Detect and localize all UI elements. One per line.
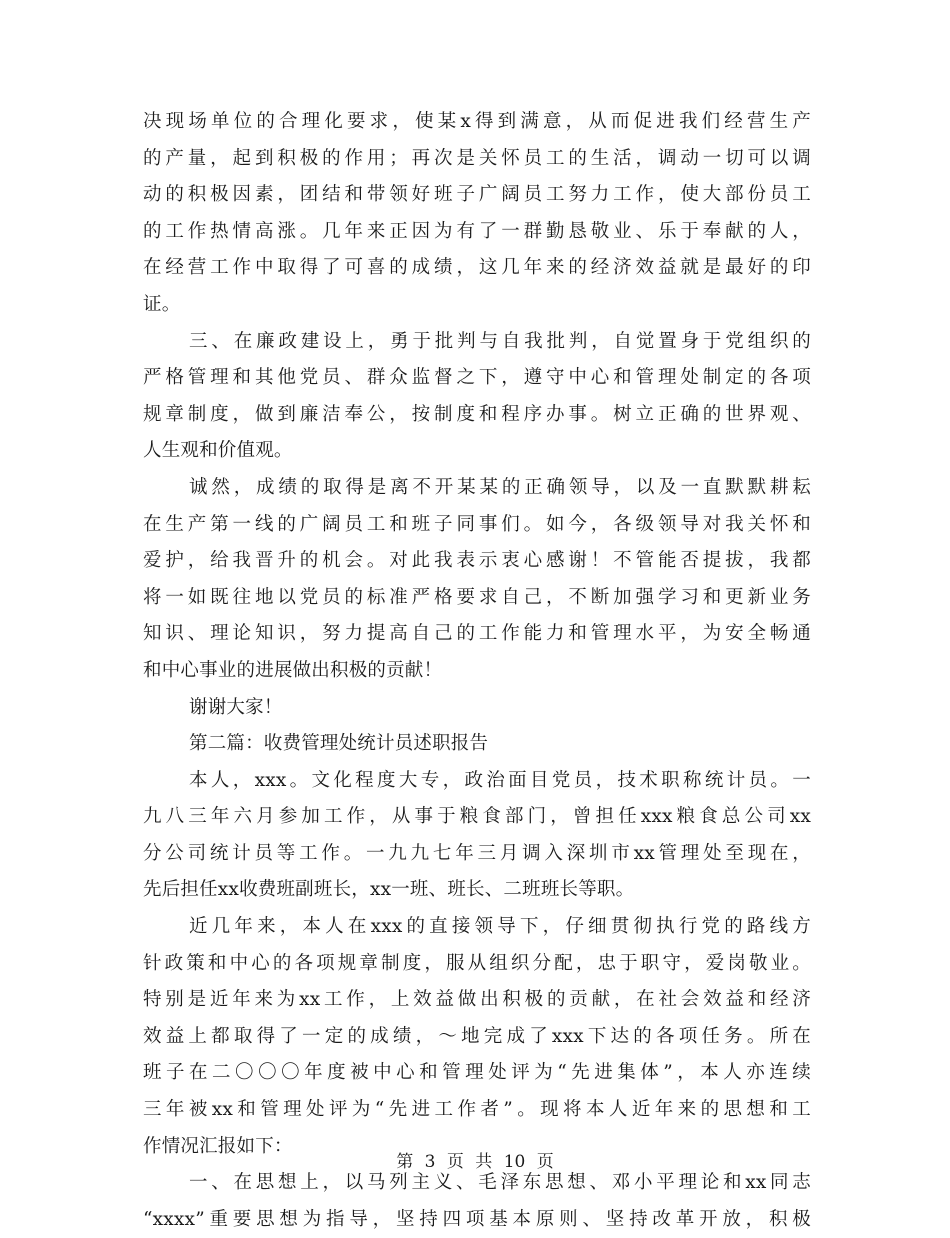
page-indicator: 第 3 页 共 10 页 — [396, 1152, 554, 1172]
text-line: 三、在廉政建设上，勇于批判与自我批判，自觉置身于党组织的 — [189, 330, 811, 352]
page-footer — [0, 1150, 950, 1174]
text-line: 本人，xxx。文化程度大专，政治面目党员，技术职称统计员。一 — [189, 769, 811, 791]
text-line: 动的积极因素，团结和带领好班子广阔员工努力工作，使大部份员工 — [143, 184, 811, 206]
text-line: 的产量，起到积极的作用；再次是关怀员工的生活，调动一切可以调 — [143, 147, 811, 169]
section-heading: 第二篇：收费管理处统计员述职报告 — [189, 733, 489, 755]
text-line: 九八三年六月参加工作，从事于粮食部门，曾担任xxx粮食总公司xx — [143, 806, 811, 828]
text-line: 知识、理论知识，努力提高自己的工作能力和管理水平，为安全畅通 — [143, 623, 811, 645]
text-line: 证。 — [143, 293, 181, 315]
text-line: 决现场单位的合理化要求，使某x得到满意，从而促进我们经营生产 — [143, 111, 811, 132]
text-line: “xxxx”重要思想为指导，坚持四项基本原则、坚持改革开放，积极 — [143, 1208, 811, 1230]
text-line: 将一如既往地以党员的标准严格要求自己，不断加强学习和更新业务 — [143, 586, 811, 608]
text-line: 分公司统计员等工作。一九九七年三月调入深圳市xx管理处至现在， — [143, 842, 811, 864]
text-line: 先后担任xx收费班副班长，xx一班、班长、二班班长等职。 — [143, 879, 635, 901]
text-line: 诚然，成绩的取得是离不开某某的正确领导，以及一直默默耕耘 — [189, 476, 811, 498]
text-line: 严格管理和其他党员、群众监督之下，遵守中心和管理处制定的各项 — [143, 367, 811, 389]
text-line: 的工作热情高涨。几年来正因为有了一群勤恳敬业、乐于奉献的人， — [143, 220, 811, 242]
text-line: 效益上都取得了一定的成绩，～地完成了xxx下达的各项任务。所在 — [143, 1025, 811, 1047]
text-line: 在经营工作中取得了可喜的成绩，这几年来的经济效益就是最好的印 — [143, 257, 811, 279]
document-body — [143, 104, 811, 1238]
text-line: 特别是近年来为xx工作，上效益做出积极的贡献，在社会效益和经济 — [143, 989, 811, 1011]
text-line: 作情况汇报如下： — [143, 1135, 293, 1157]
text-line: 针政策和中心的各项规章制度，服从组织分配，忠于职守，爱岗敬业。 — [143, 952, 811, 974]
text-line: 近几年来，本人在xxx的直接领导下，仔细贯彻执行党的路线方 — [189, 916, 811, 938]
text-line: 在生产第一线的广阔员工和班子同事们。如今，各级领导对我关怀和 — [143, 513, 811, 535]
text-line: 人生观和价值观。 — [143, 440, 293, 462]
text-line: 三年被xx和管理处评为“先进工作者”。现将本人近年来的思想和工 — [143, 1099, 811, 1121]
text-line: 一、在思想上，以马列主义、毛泽东思想、邓小平理论和xx同志 — [189, 1172, 811, 1194]
text-line: 和中心事业的进展做出积极的贡献！ — [143, 659, 443, 681]
text-line: 规章制度，做到廉洁奉公，按制度和程序办事。树立正确的世界观、 — [143, 403, 811, 425]
text-line: 爱护，给我晋升的机会。对此我表示衷心感谢！不管能否提拔，我都 — [143, 550, 811, 572]
closing-line: 谢谢大家！ — [189, 696, 283, 718]
text-line: 班子在二〇〇〇年度被中心和管理处评为“先进集体”，本人亦连续 — [143, 1062, 811, 1084]
